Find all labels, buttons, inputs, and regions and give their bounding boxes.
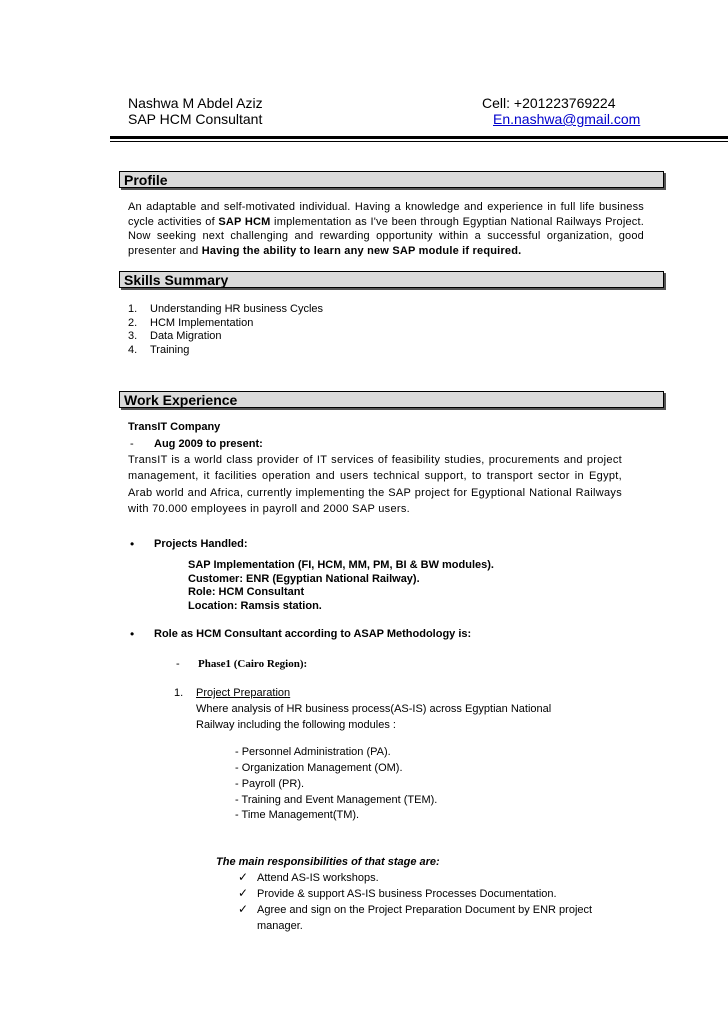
step-number: 1. [174, 687, 184, 699]
list-item: 3. Data Migration [128, 330, 222, 342]
cell-number: Cell: +201223769224 [482, 95, 616, 111]
project-line: Customer: ENR (Egyptian National Railway). [188, 573, 420, 585]
header-divider-thick [110, 136, 728, 139]
step-description: Where analysis of HR business process(AS-IS) across Egyptian National [196, 703, 552, 715]
skills-heading: Skills Summary [119, 271, 664, 288]
list-item: 4. Training [128, 343, 190, 356]
project-line: Role: HCM Consultant [188, 586, 305, 598]
checkmark-icon: ✓ [238, 886, 249, 900]
step-description: Railway including the following modules : [196, 719, 396, 731]
module-item: - Payroll (PR). [235, 778, 305, 790]
phase-label: Phase1 (Cairo Region): [198, 658, 308, 670]
project-line: SAP Implementation (FI, HCM, MM, PM, BI & BW modules). [188, 559, 494, 571]
header-divider-thin [110, 141, 728, 142]
responsibility-item: manager. [257, 920, 303, 932]
projects-label: Projects Handled: [154, 538, 248, 550]
company-name: TransIT Company [128, 421, 221, 433]
module-item: - Time Management(TM). [235, 809, 360, 821]
email-link[interactable]: En.nashwa@gmail.com [493, 111, 641, 127]
profile-heading: Profile [119, 171, 664, 188]
module-item: - Personnel Administration (PA). [235, 746, 391, 758]
list-item: 2. HCM Implementation [128, 316, 254, 329]
candidate-name: Nashwa M Abdel Aziz [128, 95, 263, 111]
period-dash: - [130, 438, 134, 450]
profile-paragraph: An adaptable and self-motivated individual. Having a knowledge and experience in full life business cycle activities of SAP HCM implementation as I've been through Egyptian National Railways Project. Now seeking next challenging and rewarding opportunity within a successful organization, good presenter and Having the ability to learn any new SAP module if required. [128, 201, 644, 257]
work-period: Aug 2009 to present: [154, 438, 263, 450]
responsibility-item: Agree and sign on the Project Preparation Document by ENR project [257, 904, 593, 916]
responsibilities-heading: The main responsibilities of that stage are: [216, 856, 440, 868]
bullet-icon: • [130, 537, 135, 551]
module-item: - Training and Event Management (TEM). [235, 794, 438, 806]
phase-dash: - [176, 658, 180, 670]
company-description: TransIT is a world class provider of IT services of feasibility studies, procurements and project management, it facilities operation and users technical support, to transport sector in Egypt, Arab world and Africa, currently implementing the SAP project for Egyptional National Railways with 70.000 employees in payroll and 2000 SAP users. [128, 454, 622, 515]
checkmark-icon: ✓ [238, 870, 249, 884]
role-label: Role as HCM Consultant according to ASAP Methodology is: [154, 628, 472, 640]
candidate-title: SAP HCM Consultant [128, 111, 263, 127]
work-heading: Work Experience [119, 391, 664, 408]
list-item: 1. Understanding HR business Cycles [128, 303, 324, 315]
checkmark-icon: ✓ [238, 902, 249, 916]
step-title: Project Preparation [196, 687, 291, 699]
responsibility-item: Attend AS-IS workshops. [257, 872, 379, 884]
responsibility-item: Provide & support AS-IS business Processes Documentation. [257, 888, 557, 900]
module-item: - Organization Management (OM). [235, 762, 403, 774]
bullet-icon: • [130, 627, 135, 641]
project-line: Location: Ramsis station. [188, 600, 322, 612]
skills-list [128, 303, 323, 357]
